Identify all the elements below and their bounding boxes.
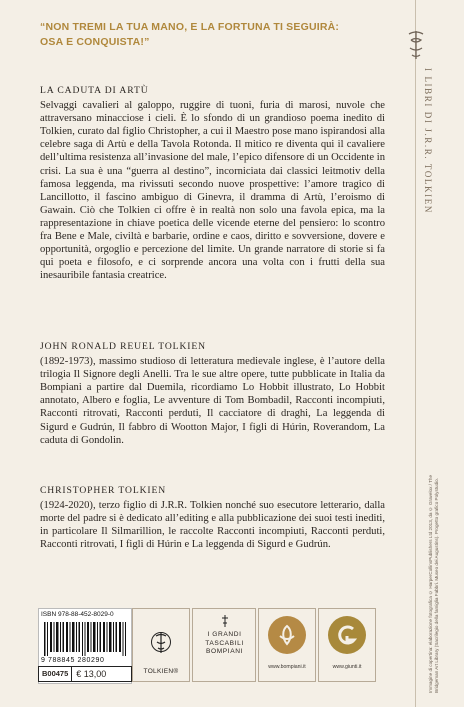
editor-heading: CHRISTOPHER TOLKIEN xyxy=(40,485,167,496)
book-title-heading: LA CADUTA DI ARTÙ xyxy=(40,85,149,96)
series-emblem-icon xyxy=(221,614,229,628)
barcode-icon xyxy=(44,622,126,656)
editor-bio: (1924-2020), terzo figlio di J.R.R. Tolkien nonché suo esecutore letterario, dalla morte del padre si è dedicato all’editing e alla pubblicazione dei suoi testi inediti, in particolare Il Silmarillion, le raccolte Racconti incompiuti, Racconti perduti, Racconti ritrovati, I figli di Húrin e La leggenda di Sigurd e Gudrún. xyxy=(40,500,385,551)
series-label: I GRANDI TASCABILI BOMPIANI xyxy=(205,631,244,655)
bompiani-logo-icon xyxy=(268,616,306,654)
giunti-url: www.giunti.it xyxy=(332,664,362,670)
tolkien-monogram-icon xyxy=(405,28,427,62)
editor-bio-section xyxy=(40,484,385,551)
spine-divider xyxy=(415,0,416,707)
series-spine-text: I LIBRI DI J.R.R. TOLKIEN xyxy=(423,68,433,214)
book-description: Selvaggi cavalieri al galoppo, ruggire di tuoni, furia di marosi, nuvole che attraversano minacciose i cieli. È lo sfondo di un grandioso poema inedito di Tolkien, curato dal figlio Christopher, a cui il Maestro pose mano ispirandosi alla celebre saga di Artù e della Tavola Rotonda. Il mitico re diventa qui il cavaliere dell’ultima resistenza all’invasione del male, l’epico difensore di un Occidente in crisi. La sua è una “guerra al destino”, incorniciata dai classici leitmotiv della famosa leggenda, ma rivissuti secondo nuove prospettive: l’amore tragico di Lancillotto, il fascino ambiguo di Ginevra, il dramma di Artù, l’eroismo di Gawain. Ciò che Tolkien ci offre è in realtà non solo una favola epica, ma la rappresentazione in chiave poetica delle vicende eterne del pensiero: lo scontro fra Bene e Male, civiltà e barbarie, ordine e caos, diritto e sovversione, dovere e opportunità, orgoglio e percezione del limite. Un grande narratore di storie si fa qui poeta e filosofo, e ci sorprende ancora una volta con i frutti della sua inesauribile fantasia creatrice. xyxy=(40,100,385,282)
tolkien-logo-icon xyxy=(151,622,171,662)
author-heading: JOHN RONALD REUEL TOLKIEN xyxy=(40,341,206,352)
author-bio: (1892-1973), massimo studioso di letteratura medievale inglese, è l’autore della trilogia Il Signore degli Anelli. Tra le sue altre opere, tutte pubblicate in Italia da Bompiani a partire dal Duemila, ricordiamo Lo Hobbit illustrato, Lo Hobbit annotato, Albero e foglia, Le avventure di Tom Bombadil, Racconti incompiuti, Racconti ritrovati, Racconti perduti, Il cacciatore di draghi, La leggenda di Sigurd e Gudrún, Il fabbro di Wootton Major, I figli di Húrin, Roverandom, La caduta di Gondolin. xyxy=(40,356,385,446)
author-bio-section xyxy=(40,340,385,447)
giunti-logo-icon xyxy=(328,616,366,654)
bompiani-url: www.bompiani.it xyxy=(268,664,306,670)
price-label: € 13,00 xyxy=(72,666,132,682)
cover-credits: Immagine di copertina: elaborazione fotografica © HarperCollinsPublishers Ltd 2013, da © Gravelox / The Bridgeman Art Library (Sacrilegio della famiglia Fabbri. Museo dei Augustins). Progetto grafico Polystudio. xyxy=(428,474,439,693)
tolkien-brand-label: TOLKIEN® xyxy=(143,668,179,675)
product-code: B00475 xyxy=(38,666,72,682)
isbn-text: ISBN 978-88-452-8029-0 xyxy=(41,611,114,618)
tagline-quote: “NON TREMI LA TUA MANO, E LA FORTUNA TI SEGUIRÀ: OSA E CONQUISTA!” xyxy=(40,21,340,48)
book-description-section xyxy=(40,84,385,282)
price-row xyxy=(38,666,132,682)
barcode-digits: 9 788845 280290 xyxy=(41,657,105,664)
